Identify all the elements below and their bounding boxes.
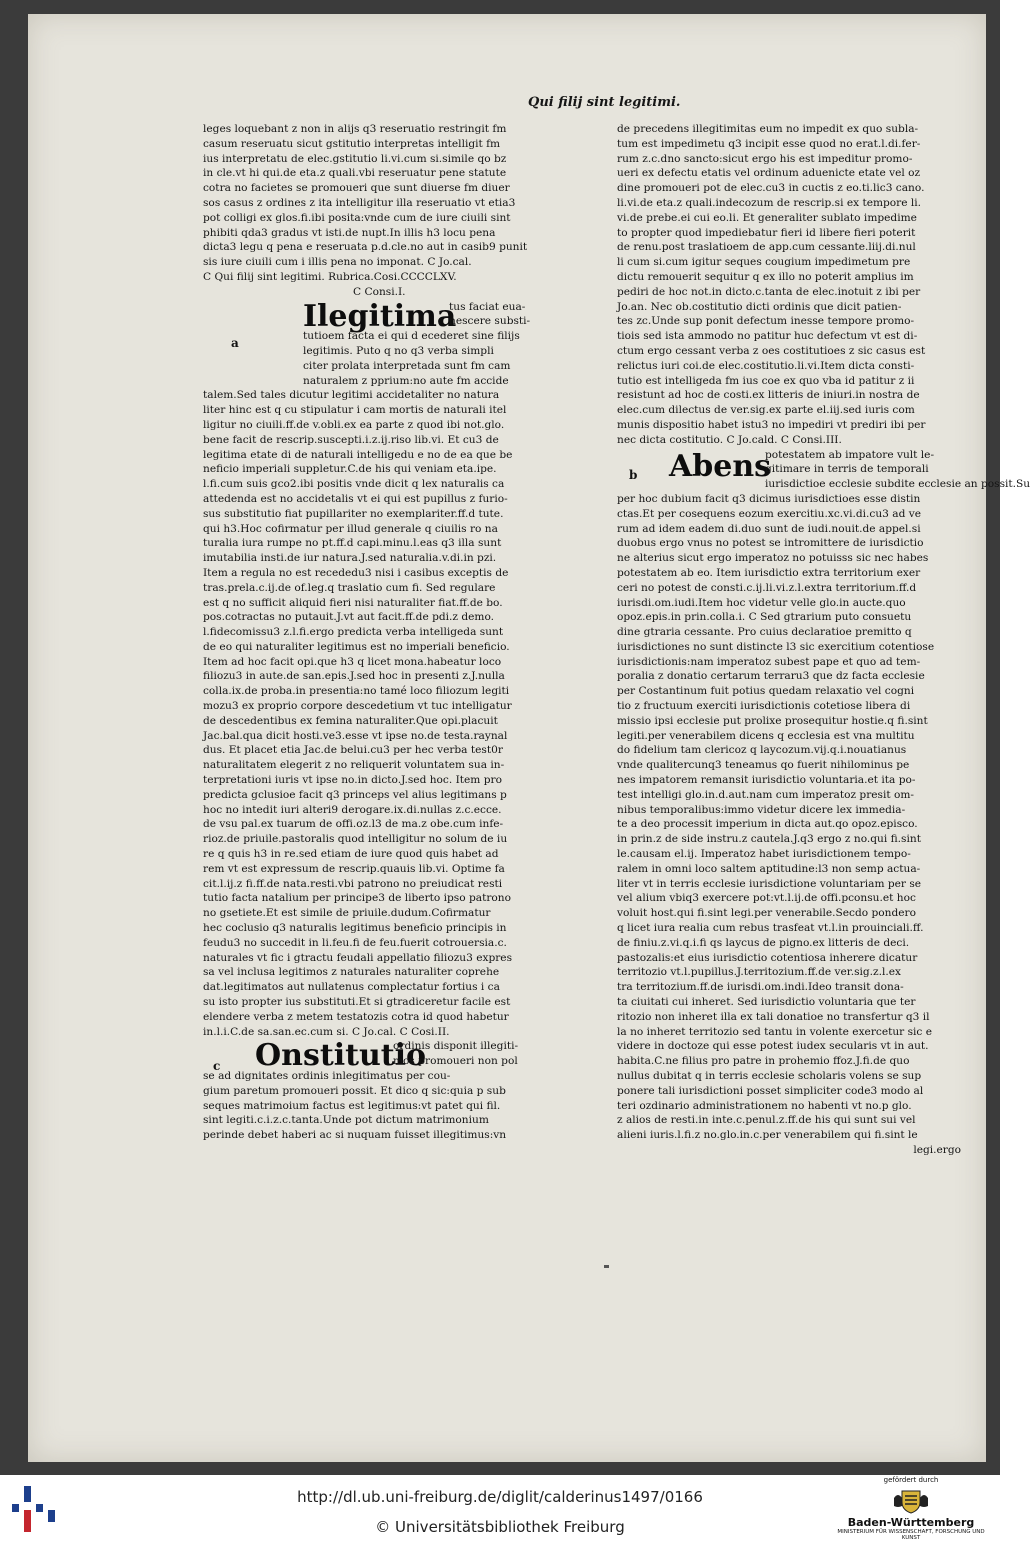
text-line: iurisdi.om.iudi.Item hoc videtur velle glo.in aucte.quo [617, 596, 906, 609]
text-line: re q quis h3 in re.sed etiam de iure quod quis habet ad [203, 848, 499, 861]
text-line: de renu.post traslatioem de app.cum cessante.liij.di.nul [617, 241, 916, 254]
text-line: tra territozium.ff.de iurisdi.om.indi.Ideo transit dona- [617, 981, 904, 994]
text-line: de precedens illegitimitas eum no impedit ex quo subla- [617, 123, 919, 135]
text-line: sis iure ciuili cum i illis pena no imponat. C Jo.cal. [203, 256, 472, 269]
text-line: legitima etate di de naturali intelligedu e no de ea que be [203, 448, 513, 461]
text-line: per hoc dubium facit q3 dicimus iurisdictioes esse distin [617, 492, 921, 505]
margin-marker-c: c [213, 1059, 221, 1074]
text-line: duobus ergo vnus no potest se intromittere de iurisdictio [617, 537, 924, 550]
text-line: voluit host.qui fi.sint legi.per venerabile.Secdo pondero [617, 907, 916, 920]
text-line: liter vt in terris ecclesie iurisdictione voluntariam per se [617, 877, 922, 890]
text-line: Item ad hoc facit opi.que h3 q licet mona.habeatur loco [203, 655, 502, 668]
decorated-initial-2: Onstitutio [255, 1038, 427, 1074]
text-line: ralem in omni loco saltem aptitudine:l3 non semp actua- [617, 862, 921, 875]
text-line: z alios de resti.in inte.c.penul.z.ff.de his qui sunt sui vel [617, 1114, 916, 1127]
text-line: hoc no intedit iuri alteri9 derogare.ix.di.nullas z.c.ecce. [203, 803, 502, 816]
text-line: tum est impedimetu q3 incipit esse quod no erat.l.di.fer- [617, 137, 921, 150]
text-line: gium paretum promoueri possit. Et dico q sic:quia p sub [203, 1084, 506, 1097]
text-line: cotra no facietes se promoueri que sunt diuerse fm diuer [203, 182, 510, 195]
text-line: liter hinc est q cu stipulatur i cam mortis de naturali itel [203, 404, 507, 417]
text-line: videre in doctoze qui esse potest iudex secularis vt in aut. [617, 1040, 929, 1053]
right-column [617, 122, 1030, 1158]
text-line: tiois sed ista ammodo no patitur huc defectum vt est di- [617, 330, 918, 343]
text-line: est q no sufficit aliquid fieri nisi naturaliter fiat.ff.de bo. [203, 596, 503, 609]
text-line: ne alterius sicut ergo imperatoz no potuisss sic nec habes [617, 552, 929, 565]
text-line: legitimis. Puto q no q3 verba simpli [303, 344, 494, 357]
text-line: dat.legitimatos aut nullatenus complectatur fortius i ca [203, 981, 500, 994]
text-line: sint legiti.c.i.z.c.tanta.Unde pot dictum matrimonium [203, 1114, 489, 1127]
catchword: legi.ergo [913, 1143, 961, 1156]
text-line: iurisdictioe ecclesie subdite ecclesie an possit.Su [765, 478, 1030, 491]
text-line: li.vi.de eta.z quali.indecozum de rescrip.si ex tempore li. [617, 196, 922, 209]
text-line: de eo qui naturaliter legitimus est no imperiali beneficio. [203, 640, 510, 653]
initial-1-side-text [449, 300, 530, 330]
text-line: talem.Sed tales dicutur legitimi accidetaliter no natura [203, 389, 500, 402]
text-line: poralia z donatio certarum terraru3 que dz facta ecclesie [617, 670, 925, 683]
text-line: tutio est intelligeda fm ius coe ex quo vba id patitur z ii [617, 374, 915, 387]
text-line: potestatem ab eo. Item iurisdictio extra territorium exer [617, 566, 921, 579]
text-line: tutioem facta ei qui d ecederet sine filijs [303, 330, 520, 343]
text-line: rum z.c.dno sancto:sicut ergo his est impeditur promo- [617, 152, 913, 165]
margin-marker-b: b [629, 467, 638, 482]
text-line: naturalem z pprium:no aute fm accide [303, 374, 509, 387]
text-line: sa vel inclusa legitimos z naturales naturaliter coprehe [203, 966, 500, 979]
text-line: la no inheret territozio sed tantu in volente exercetur sic e [617, 1025, 932, 1038]
text-line: C Qui filij sint legitimi. Rubrica.Cosi.CCCCLXV. [203, 270, 457, 283]
text-line: l.fidecomissu3 z.l.fi.ergo predicta verba intelligeda sunt [203, 626, 504, 639]
text-line: pos.cotractas no putauit.J.vt aut facit.ff.de pdi.z demo. [203, 611, 495, 624]
text-line: dicta3 legu q pena e reseruata p.d.cle.no aut in casib9 punit [203, 241, 528, 254]
text-line: missio ipsi ecclesie put prolixe prosequitur hostie.q fi.sint [617, 714, 928, 727]
text-line: ta ciuitati cui inheret. Sed iurisdictio voluntaria que ter [617, 996, 916, 1009]
text-line: alieni iuris.l.fi.z no.glo.in.c.per venerabilem qui fi.sint le [617, 1129, 918, 1142]
text-line: ponere tali iurisdictioni posset simpliciter code3 modo al [617, 1084, 924, 1097]
consilium-heading-1: C Consi.I. [353, 285, 406, 298]
text-line: no gsetiete.Et est simile de priuile.dudum.Cofirmatur [203, 907, 491, 920]
left-paragraph-b [203, 388, 547, 1039]
text-line: ctum ergo cessant verba z oes costitutioes z sic casus est [617, 344, 926, 357]
funder-label: gefördert durch [883, 1476, 939, 1484]
right-paragraph-a [617, 122, 961, 448]
text-line: casum reseruatu sicut gstitutio interpretas intelligit fm [203, 137, 501, 150]
text-line: qui h3.Hoc cofirmatur per illud generale q ciuilis ro na [203, 522, 498, 535]
text-line: pediri de hoc not.in dicto.c.tanta de elec.inotuit z ibi per [617, 285, 921, 298]
text-line: to propter quod impediebatur fieri id libere fieri poterit [617, 226, 916, 239]
text-line: rum ad idem eadem di.duo sunt de iudi.nouit.de appel.si [617, 522, 921, 535]
funder-block [836, 1476, 986, 1541]
text-line: in.l.i.C.de sa.san.ec.cum si. C Jo.cal. C Cosi.II. [203, 1025, 450, 1038]
funder-ministry: MINISTERIUM FÜR WISSENSCHAFT, FORSCHUNG UND KUNST [837, 1529, 985, 1541]
text-line: filiozu3 in aute.de san.epis.J.sed hoc in presenti z.J.nulla [203, 670, 505, 683]
text-line: ius interpretatu de elec.gstitutio li.vi.cum si.simile qo bz [203, 152, 507, 165]
text-line: vi.de prebe.ei cui eo.li. Et generaliter sublato impedime [617, 211, 917, 224]
text-line: pastozalis:et eius iurisdictio cotentiosa inherere dicatur [617, 951, 918, 964]
text-line: legiti.per venerabilem dicens q ecclesia est vna multitu [617, 729, 915, 742]
text-line: se ad dignitates ordinis inlegitimatus per cou- [203, 1070, 451, 1082]
text-line: do fidelium tam clericoz q laycozum.vij.q.i.nouatianus [617, 744, 907, 757]
text-line: in cle.vt hi qui.de eta.z quali.vbi reseruatur pene statute [203, 167, 507, 180]
decorated-initial-3: Abens [669, 448, 772, 484]
text-line: opoz.epis.in prin.colla.i. C Sed gtrarium puto consuetu [617, 611, 912, 624]
text-line: test intelligi glo.in.d.aut.nam cum imperatoz presit om- [617, 788, 914, 801]
text-line: tus faciat eua- [449, 300, 526, 313]
text-line: teri ozdinario administrationem no habenti vt no.p glo. [617, 1099, 912, 1112]
text-line: vnde qualitercunq3 teneamus qo fuerit nihilominus pe [617, 759, 910, 772]
text-line: turalia iura rumpe no pt.ff.d capi.minu.l.eas q3 illa sunt [203, 537, 502, 550]
text-line: in prin.z de side instru.z cautela.J.q3 ergo z no.qui fi.sint [617, 833, 921, 846]
text-line: citer prolata interpretada sunt fm cam [303, 359, 511, 372]
text-line: attedenda est no accidetalis vt ei qui est pupillus z furio- [203, 492, 508, 505]
text-line: elendere verba z metem testatozis cotra id quod habetur [203, 1010, 509, 1023]
text-line: tras.prela.c.ij.de of.leg.q traslatio cum fi. Sed regulare [203, 581, 496, 594]
decorated-initial-1: Ilegitima [303, 298, 457, 334]
text-line: phibiti qda3 gradus vt isti.de nupt.In illis h3 locu pena [203, 226, 496, 239]
text-line: rioz.de priuile.pastoralis quod intelligitur no solum de iu [203, 833, 508, 846]
text-line: dus. Et placet etia Jac.de belui.cu3 per hec verba test0r [203, 744, 503, 757]
text-line: habita.C.ne filius pro patre in prohemio ffoz.J.fi.de quo [617, 1055, 910, 1068]
text-line: bene facit de rescrip.suscepti.i.z.ij.riso lib.vi. Et cu3 de [203, 433, 499, 446]
left-indented-lines [203, 329, 547, 388]
text-line: tutio facta natalium per principe3 de liberto ipso patrono [203, 892, 511, 905]
left-paragraph-a [203, 122, 547, 285]
text-line: de descedentibus ex femina naturaliter.Que opi.placuit [203, 714, 498, 727]
text-line: terpretationi iuris vt ipse no.in dicto.J.sed hoc. Item pro [203, 774, 502, 787]
text-line: de vsu pal.ex tuarum de offi.oz.l3 de ma.z obe.cum infe- [203, 818, 504, 831]
text-line: Item a regula no est recededu3 nisi i casibus exceptis de [203, 566, 509, 579]
text-line: hec coclusio q3 naturalis legitimus beneficio principis in [203, 922, 507, 935]
text-line: Jac.bal.qua dicit hosti.ve3.esse vt ipse no.de testa.raynal [203, 729, 508, 742]
text-line: resistunt ad hoc de costi.ex litteris de iniuri.in nostra de [617, 389, 920, 402]
text-line: ctas.Et per cosequens eozum exercitiu.xc.vi.di.cu3 ad ve [617, 507, 922, 520]
text-line: relictus iuri coi.de elec.costitutio.li.vi.Item dicta consti- [617, 359, 915, 372]
funder-name: Baden-Württemberg [847, 1516, 975, 1529]
text-line: munis dispositio habet istu3 no impediri vt prediri ibi per [617, 418, 926, 431]
text-line: ordinis disponit illegiti- [393, 1040, 519, 1053]
text-line: pot colligi ex glos.fi.ibi posita:vnde cum de iure ciuili sint [203, 211, 511, 224]
text-line: sos casus z ordines z ita intelligitur illa reseruatio vt etia3 [203, 196, 516, 209]
text-line: dictu remouerit sequitur q ex illo no poterit amplius im [617, 270, 914, 283]
text-line: imutabilia insti.de iur natura.J.sed naturalia.v.di.in pzi. [203, 552, 497, 565]
initial-2-side-text [393, 1039, 518, 1069]
text-line: naturalitatem elegerit z no reliquerit voluntatem sua in- [203, 759, 505, 772]
text-line: de finiu.z.vi.q.i.fi qs laycus de pigno.ex litteris de deci. [617, 936, 910, 949]
text-line: rem vt est expressum de rescrip.quauis lib.vi. Optime fa [203, 862, 505, 875]
running-head: Qui filij sint legitimi. [528, 95, 681, 110]
text-line: nibus temporalibus:immo videtur dicere lex immedia- [617, 803, 906, 816]
text-line: leges loquebant z non in alijs q3 reseruatio restringit fm [203, 123, 507, 135]
text-line: q licet iura realia cum rebus trasfeat vt.l.in prouinciali.ff. [617, 922, 924, 935]
state-crest-icon [892, 1488, 930, 1514]
text-line: territozio vt.l.pupillus.J.territozium.ff.de ver.sig.z.l.ex [617, 966, 901, 979]
text-line: ligitur no ciuili.ff.de v.obli.ex ea parte z quod ibi not.glo. [203, 418, 505, 431]
text-line: colla.ix.de proba.in presentia:no tamé loco filiozum legiti [203, 685, 510, 698]
text-line: tes zc.Unde sup ponit defectum inesse tempore promo- [617, 315, 915, 328]
text-line: ceri no potest de consti.c.ij.li.vi.z.l.extra territorium.ff.d [617, 581, 917, 594]
text-line: iurisdictiones no sunt distincte l3 sic exercitium cotentiose [617, 640, 935, 653]
text-line: feudu3 no succedit in li.feu.fi de feu.fuerit cotrouersia.c. [203, 936, 507, 949]
text-line: nescere substi- [449, 315, 531, 328]
text-line: sus substitutio fiat pupillariter no exemplariter.ff.d tute. [203, 507, 504, 520]
text-line: iurisdictionis:nam imperatoz subest pape et quo ad tem- [617, 655, 921, 668]
text-line: gitimare in terris de temporali [765, 463, 929, 476]
text-line: cit.l.ij.z fi.ff.de nata.resti.vbi patrono no preiudicat resti [203, 877, 503, 890]
ink-speck [604, 1265, 609, 1268]
copyright-text: © Universitätsbibliothek Freiburg [375, 1518, 625, 1536]
text-line: su isto propter ius substituti.Et si gtradiceretur facile est [203, 996, 511, 1009]
text-line: vel alium vbiq3 exercere pot:vt.l.ij.de offi.pconsu.et hoc [617, 892, 916, 905]
text-line: naturales vt fic i gtractu feudali appellatio filiozu3 expres [203, 951, 513, 964]
text-line: elec.cum dilectus de ver.sig.ex parte el.iij.sed iuris com [617, 404, 915, 417]
text-line: te a deo processit imperium in dicta aut.qo opoz.episco. [617, 818, 918, 831]
text-line: nullus dubitat q in terris ecclesie scholaris volens se sup [617, 1070, 922, 1082]
text-line: li cum si.cum igitur seques cougium impedimetum pre [617, 256, 911, 269]
text-line: mos promoueri non pol [393, 1055, 518, 1068]
text-line: ueri ex defectu etatis vel ordinum aduenicte etate vel oz [617, 167, 921, 180]
text-line: potestatem ab impatore vult le- [765, 448, 935, 461]
source-url-link[interactable]: http://dl.ub.uni-freiburg.de/diglit/calderinus1497/0166 [297, 1488, 703, 1506]
text-line: mozu3 ex proprio corpore descedetium vt tuc intelligatur [203, 700, 512, 713]
text-line: nec dicta costitutio. C Jo.cald. C Consi.III. [617, 433, 842, 446]
text-line: nes impatorem remansit iurisdictio voluntaria.et ita po- [617, 774, 916, 787]
left-paragraph-c [203, 1069, 547, 1143]
left-column [203, 122, 547, 1143]
text-line: le.causam el.ij. Imperatoz habet iurisdictionem tempo- [617, 848, 911, 861]
text-line: neficio imperiali suppletur.C.de his qui veniam eta.ipe. [203, 463, 497, 476]
margin-marker-a: a [231, 335, 239, 350]
initial-3-side-text [765, 448, 934, 478]
text-line: Jo.an. Nec ob.costitutio dicti ordinis que dicit patien- [617, 300, 902, 313]
text-line: l.fi.cum suis gco2.ibi positis vnde dicit q lex naturalis ca [203, 478, 505, 491]
right-paragraph-b [617, 492, 961, 1143]
text-line: predicta gclusioe facit q3 princeps vel alius legitimans p [203, 788, 507, 801]
text-line: dine gtraria cessante. Pro cuius declaratioe premitto q [617, 626, 912, 639]
text-line: per Costantinum fuit potius quedam relaxatio vel cogni [617, 685, 915, 698]
text-line: ritozio non inheret illa ex tali donatioe no transfertur q3 il [617, 1010, 930, 1023]
text-line: seques matrimoium factus est legitimus:vt patet qui fil. [203, 1099, 501, 1112]
text-line: tio z fructuum exerciti iurisdictionis cotetiose libera di [617, 700, 911, 713]
text-line: dine promoueri pot de elec.cu3 in cuctis z eo.ti.lic3 cano. [617, 182, 925, 195]
text-line: perinde debet haberi ac si nuquam fuisset illegitimus:vn [203, 1129, 507, 1142]
